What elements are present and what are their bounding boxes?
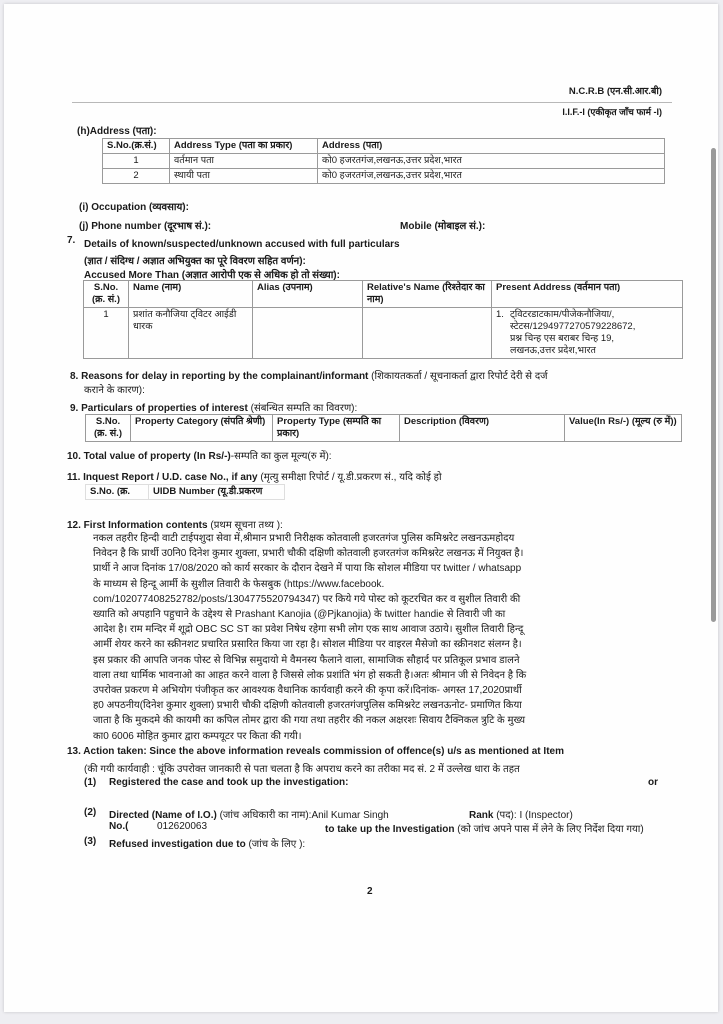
table-header-row	[86, 415, 682, 442]
table-row	[84, 308, 683, 359]
fir-line: ह0 अपठनीय(दिनेश कुमार शुक्ला) प्रभारी चौकी दक्षिणी कोतवाली हजरतगंजपुलिस कमिश्नरेट लखनऊनोट- प्रमाणित किया	[93, 700, 522, 712]
rank-value: I (Inspector)	[516, 810, 573, 821]
io-name: Anil Kumar Singh	[311, 810, 389, 821]
fir-line: com/102077408252782/posts/1304775520794347) पर किये गये पोस्ट को कूटरचित कर व सुशील तिवारी की	[93, 593, 521, 605]
ncrb-header: N.C.R.B (एन.सी.आर.बी)	[568, 86, 662, 97]
phone-label: (j) Phone number (दूरभाष सं.):	[79, 221, 212, 232]
action-item-1-number: (1)	[84, 777, 97, 788]
io-number-value: 012620063	[157, 821, 208, 832]
fir-line: का0 6006 मोहित कुमार द्वारा कम्पयूटर पर किता की गयी।	[93, 730, 302, 742]
rank-label-hindi: (पद):	[493, 810, 517, 821]
address-line: स्टेटस/1294977270579228672,	[510, 321, 636, 332]
cell-sno: 2	[103, 169, 170, 184]
io-number-label: No.(	[109, 821, 129, 832]
table-row	[103, 169, 665, 184]
io-label-hindi: (जांच अधिकारी का नाम):	[216, 810, 312, 821]
cell-sno: 1	[84, 308, 129, 359]
action-item-3-text	[109, 836, 305, 850]
address-line: प्रश्न चिन्ह एस बराबर चिन्ह 19,	[510, 333, 615, 344]
cell-present-address	[492, 308, 683, 359]
section-11-english: 11. Inquest Report / U.D. case No., if any	[67, 472, 258, 483]
section-10-hindi: -सम्पति का कुल मूल्य(रु में):	[230, 451, 332, 462]
rank-field	[469, 807, 573, 821]
properties-table	[85, 414, 682, 442]
col-relative-name: Relative's Name (रिश्तेदार का नाम)	[363, 281, 492, 308]
fir-line: के माध्यम से हिन्दू आर्मी के सुशील तिवारी के फेसबुक (https://www.facebook.	[93, 578, 385, 590]
col-name: Name (नाम)	[129, 281, 253, 308]
col-description: Description (विवरण)	[400, 415, 565, 442]
section-8-english: 8. Reasons for delay in reporting by the complainant/informant	[70, 371, 369, 382]
action-item-3-number: (3)	[84, 836, 97, 847]
table-header-row	[103, 139, 665, 154]
section-11-title	[67, 469, 442, 483]
section-8-title	[70, 368, 548, 382]
page-number: 2	[367, 886, 373, 897]
mobile-label: Mobile (मोबाइल सं.):	[400, 221, 486, 232]
address-table	[102, 138, 665, 184]
inquest-table	[85, 484, 285, 500]
section-10-title	[67, 448, 332, 462]
cell-address: को0 हजरतगंज,लखनऊ,उत्तर प्रदेश,भारत	[318, 169, 665, 184]
take-up-hindi: (को जांच अपने पास में लेने के लिए निर्देश दिया गया)	[454, 824, 644, 835]
cell-address-type: वर्तमान पता	[170, 154, 318, 169]
document-page	[4, 4, 718, 1012]
col-present-address: Present Address (वर्तमान पता)	[492, 281, 683, 308]
col-sno: S.No.(क्र.सं.)	[103, 139, 170, 154]
first-information-contents	[93, 531, 678, 744]
action-item-1-text: Registered the case and took up the investigation:	[109, 777, 349, 788]
section-13-hindi: (की गयी कार्यवाही : चूंकि उपरोक्त जानकारी से पता चलता है कि अपराध करने का तरीका मद सं. 2 में उल्लेख धारा के तहत	[84, 764, 520, 775]
cell-name: प्रशांत कनौजिया ट्विटर आईडी धारक	[129, 308, 253, 359]
scrollbar-thumb[interactable]	[711, 148, 716, 622]
col-address-type: Address Type (पता का प्रकार)	[170, 139, 318, 154]
fir-line: वाला तथा धार्मिक भावनाओ का आहत करने वाला है जिससे लोक प्रशांति भंग हो सकती है।अतः श्रीमान जी से निवेदन है कि	[93, 669, 527, 681]
section-8-hindi-cont: कराने के कारण):	[84, 385, 145, 396]
fir-line: जाता है कि मुकदमे की कायमी का कपिल तोमर द्वारा की गया तथा तहरीर की नकल अक्षरशः सिवाय टैक्निकल त्रुटि के मुख्य	[93, 715, 526, 727]
col-property-type: Property Type (सम्पति का प्रकार)	[273, 415, 400, 442]
col-address: Address (पता)	[318, 139, 665, 154]
fir-line: इस प्रकार की आपति जनक पोस्ट से विभिन्न समुदायो मे वैमनस्य फैलाने वाला, सामाजिक सौहार्द पर प्रतिकूल प्रभाव डालने	[93, 654, 520, 666]
section-12-english: 12. First Information contents	[67, 520, 208, 531]
cell-alias	[253, 308, 363, 359]
section-9-title	[70, 400, 357, 414]
fir-line: प्रार्थी ने आज दिनांक 17/08/2020 को कार्य सरकार के दौरान देखने में पाया कि सोशल मीडिया पर twitter / whatsapp	[93, 563, 522, 575]
refused-hindi: (जांच के लिए ):	[245, 839, 306, 850]
col-sno: S.No. (क्र. सं.)	[86, 415, 131, 442]
address-list-number: 1.	[496, 309, 504, 320]
section-9-hindi: (संबन्धित सम्पति का विवरण):	[250, 403, 358, 414]
col-uidb-number: UIDB Number (यू.डी.प्रकरण	[149, 485, 285, 500]
address-label: (h)Address (पता):	[77, 126, 157, 137]
rank-label: Rank	[469, 810, 494, 821]
col-value: Value(In Rs/-) (मूल्य (रु में))	[565, 415, 682, 442]
take-up-english: to take up the Investigation	[325, 824, 455, 835]
table-row	[103, 154, 665, 169]
accused-table	[83, 280, 683, 359]
fir-line: ख्याति को अपहानि पहुचाने के उद्देश्य से Prashant Kanojia (@Pjkanojia) के twitter handie से तिवारी जी का	[93, 609, 506, 621]
section-7-subtitle: (ज्ञात / संदिग्ध / अज्ञात अभियुक्त का पूरे विवरण सहित वर्णन):	[84, 256, 306, 267]
cell-sno: 1	[103, 154, 170, 169]
section-11-hindi: (मृत्यु समीक्षा रिपोर्ट / यू.डी.प्रकरण सं., यदि कोई हो	[260, 472, 442, 483]
cell-relative-name	[363, 308, 492, 359]
address-line: ट्विटरडाटकाम/पीजेकनौजिया/,	[510, 309, 615, 320]
form-header: I.I.F.-I (एकीकृत जाँच फार्म -I)	[562, 107, 662, 117]
header-rule	[72, 102, 672, 103]
accused-more-than: Accused More Than (अज्ञात आरोपी एक से अधिक हो तो संख्या):	[84, 270, 340, 281]
col-sno: S.No.(क्र. सं.)	[84, 281, 129, 308]
fir-line: नकल तहरीर हिन्दी वाटी टाईपशुदा सेवा में,श्रीमान प्रभारी निरीक्षक कोतवाली हजरतगंज पुलिस कमिश्नरेट लखनऊमहोदय	[93, 533, 515, 544]
section-9-english: 9. Particulars of properties of interest	[70, 403, 248, 414]
action-item-2-number: (2)	[84, 807, 97, 818]
section-7-title: Details of known/suspected/unknown accused with full particulars	[84, 239, 400, 250]
fir-line: उपरोक्त प्रकरण मे अभियोग पंजीकृत कर आवश्यक वैधानिक कार्यवाही करने की कृपा करें।दिनांक- अगस्त 17,2020प्रार्थी	[93, 685, 522, 697]
section-12-hindi: (प्रथम सूचना तथ्य ):	[210, 520, 283, 531]
section-8-hindi: (शिकायतकर्ता / सूचनाकर्ता द्वारा रिपोर्ट देरी से दर्ज	[371, 371, 548, 382]
take-up-investigation	[325, 821, 644, 835]
fir-line: आदेश है। राम मन्दिर में शूद्रो OBC SC ST का प्रवेश निषेध रहेगा सभी लोग एक साथ आवाज उठाये। सुशील तिवारी हिन्दू	[93, 624, 524, 636]
fir-line: निवेदन है कि प्रार्थी उ0नि0 दिनेश कुमार शुक्ला, प्रभारी चौकी दक्षिणी कोतवाली हजरतगंज कमिश्नरेट लखनऊ में नियुक्त है।	[93, 548, 524, 560]
fir-line: आर्मी शेयर करने का स्क्रीनशट प्रचारित प्रसारित किया जा रहा है। सोशल मीडिया पर वाइरल मैसेजो का स्क्रीनशट संलग्न है।	[93, 639, 522, 651]
section-7-number: 7.	[67, 235, 76, 246]
col-alias: Alias (उपनाम)	[253, 281, 363, 308]
table-header-row	[86, 485, 285, 500]
refused-english: Refused investigation due to	[109, 839, 246, 850]
section-12-title	[67, 517, 283, 531]
section-10-english: 10. Total value of property (In Rs/-)	[67, 451, 231, 462]
cell-address-type: स्थायी पता	[170, 169, 318, 184]
cell-address: को0 हजरतगंज,लखनऊ,उत्तर प्रदेश,भारत	[318, 154, 665, 169]
col-sno: S.No. (क्र.	[86, 485, 149, 500]
table-header-row	[84, 281, 683, 308]
address-line: लखनऊ,उत्तर प्रदेश,भारत	[510, 345, 596, 356]
col-property-category: Property Category (संपति श्रेणी)	[131, 415, 273, 442]
action-item-1-or: or	[648, 777, 658, 788]
action-item-2-directed	[109, 807, 389, 821]
section-13-title: 13. Action taken: Since the above information reveals commission of offence(s) u/s as mentioned at Item	[67, 746, 564, 757]
io-label: Directed (Name of I.O.)	[109, 810, 217, 821]
occupation-label: (i) Occupation (व्यवसाय):	[79, 202, 189, 213]
